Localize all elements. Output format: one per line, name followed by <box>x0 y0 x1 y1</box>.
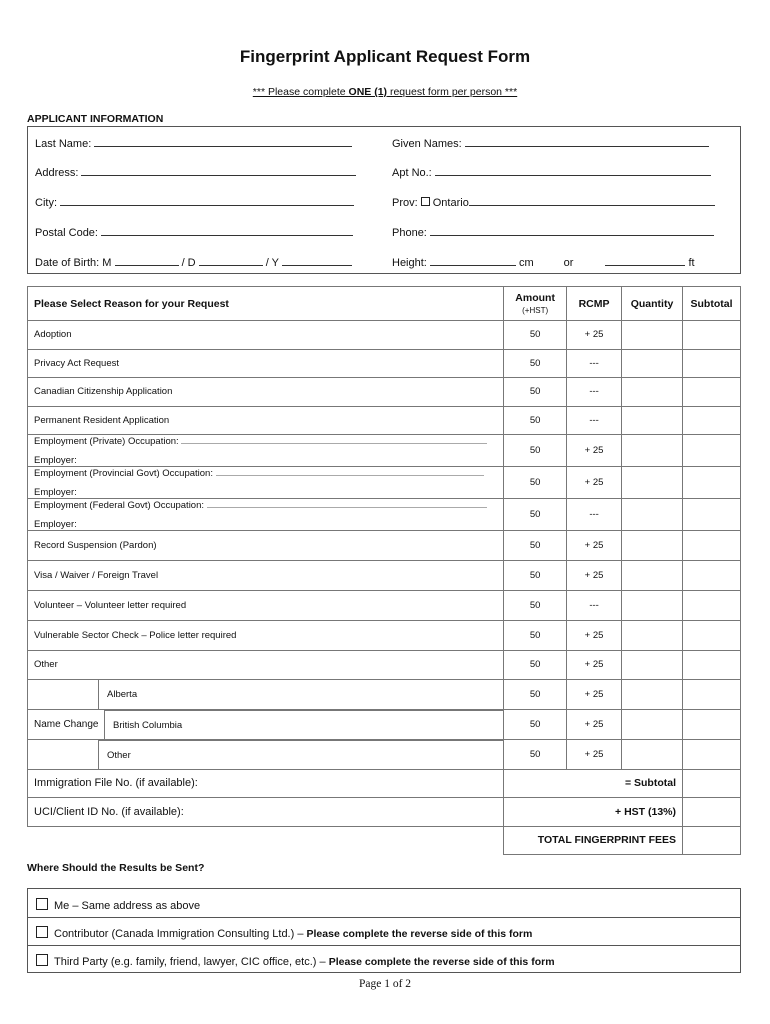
subtotal-cell[interactable] <box>683 321 741 350</box>
total-fees-label: TOTAL FINGERPRINT FEES <box>504 826 683 855</box>
quantity-cell[interactable] <box>622 349 683 378</box>
reason-label: Vulnerable Sector Check – Police letter required <box>28 621 504 651</box>
table-row <box>28 321 741 350</box>
results-box <box>27 888 741 973</box>
reason-label: Other <box>28 651 504 680</box>
amount-cell: 50 <box>504 531 567 561</box>
dob-field[interactable]: Date of Birth: M / D / Y <box>35 255 352 269</box>
amount-cell: 50 <box>504 621 567 651</box>
hst-total-cell[interactable] <box>683 798 741 827</box>
subtotal-cell[interactable] <box>683 406 741 435</box>
city-field[interactable]: City: <box>35 195 354 209</box>
quantity-cell[interactable] <box>622 406 683 435</box>
table-row <box>28 499 741 531</box>
table-row <box>28 467 741 499</box>
form-title: Fingerprint Applicant Request Form <box>239 47 531 66</box>
quantity-cell[interactable] <box>622 621 683 651</box>
immigration-file-field[interactable]: Immigration File No. (if available): <box>28 769 504 798</box>
rcmp-cell: + 25 <box>567 709 622 739</box>
quantity-cell[interactable] <box>622 651 683 680</box>
reason-label: Volunteer – Volunteer letter required <box>28 591 504 621</box>
subtotal-header: Subtotal <box>683 287 741 321</box>
contributor-checkbox[interactable] <box>36 926 48 938</box>
subtotal-cell[interactable] <box>683 651 741 680</box>
reason-table <box>27 286 741 855</box>
name-change-option[interactable]: Other <box>98 740 503 769</box>
subtotal-cell[interactable] <box>683 499 741 531</box>
reason-label: Record Suspension (Pardon) <box>28 531 504 561</box>
rcmp-cell: + 25 <box>567 467 622 499</box>
subtotal-cell[interactable] <box>683 591 741 621</box>
employment-provincial-cell[interactable]: Employment (Provincial Govt) Occupation: Employer: <box>28 467 504 499</box>
applicant-heading: APPLICANT INFORMATION <box>27 113 164 125</box>
amount-cell: 50 <box>504 499 567 531</box>
quantity-cell[interactable] <box>622 499 683 531</box>
table-row <box>28 739 741 769</box>
employment-private-cell[interactable]: Employment (Private) Occupation: Employer: <box>28 435 504 467</box>
uci-client-id-field[interactable]: UCI/Client ID No. (if available): <box>28 798 504 827</box>
rcmp-cell: --- <box>567 406 622 435</box>
reason-header: Please Select Reason for your Request <box>28 287 504 321</box>
table-row <box>28 406 741 435</box>
amount-cell: 50 <box>504 435 567 467</box>
third-party-checkbox[interactable] <box>36 954 48 966</box>
subtotal-cell[interactable] <box>683 378 741 407</box>
table-row <box>28 591 741 621</box>
amount-cell: 50 <box>504 679 567 709</box>
table-row <box>28 561 741 591</box>
subtotal-cell[interactable] <box>683 467 741 499</box>
amount-cell: 50 <box>504 406 567 435</box>
rcmp-cell: + 25 <box>567 621 622 651</box>
page-footer: Page 1 of 2 <box>358 978 412 990</box>
rcmp-cell: + 25 <box>567 739 622 769</box>
total-fees-cell[interactable] <box>683 826 741 855</box>
applicant-info-box <box>27 126 741 274</box>
rcmp-cell: --- <box>567 378 622 407</box>
subtotal-cell[interactable] <box>683 739 741 769</box>
quantity-header: Quantity <box>622 287 683 321</box>
summary-row <box>28 826 741 855</box>
quantity-cell[interactable] <box>622 739 683 769</box>
name-change-option[interactable]: Alberta <box>98 680 503 709</box>
subtotal-total-cell[interactable] <box>683 769 741 798</box>
apt-no-field[interactable]: Apt No.: <box>392 165 711 179</box>
table-row <box>28 378 741 407</box>
address-field[interactable]: Address: <box>35 165 356 179</box>
rcmp-cell: + 25 <box>567 651 622 680</box>
rcmp-cell: --- <box>567 591 622 621</box>
quantity-cell[interactable] <box>622 591 683 621</box>
name-change-cell <box>28 739 504 769</box>
amount-cell: 50 <box>504 591 567 621</box>
prov-field[interactable]: Prov: Ontario <box>392 195 715 209</box>
hst-label: + HST (13%) <box>504 798 683 827</box>
reason-label: Canadian Citizenship Application <box>28 378 504 407</box>
subtotal-label: = Subtotal <box>504 769 683 798</box>
table-row <box>28 651 741 680</box>
table-row <box>28 435 741 467</box>
table-row <box>28 349 741 378</box>
quantity-cell[interactable] <box>622 435 683 467</box>
subtotal-cell[interactable] <box>683 621 741 651</box>
amount-cell: 50 <box>504 561 567 591</box>
name-change-cell <box>28 679 504 709</box>
subtotal-cell[interactable] <box>683 679 741 709</box>
table-row <box>28 709 741 739</box>
me-checkbox[interactable] <box>36 898 48 910</box>
result-option-me[interactable]: Me – Same address as above <box>28 898 740 912</box>
subtotal-cell[interactable] <box>683 531 741 561</box>
reason-label: Privacy Act Request <box>28 349 504 378</box>
last-name-field[interactable]: Last Name: <box>35 136 352 150</box>
quantity-cell[interactable] <box>622 531 683 561</box>
rcmp-cell: + 25 <box>567 561 622 591</box>
table-row <box>28 621 741 651</box>
rcmp-cell: + 25 <box>567 679 622 709</box>
reason-label: Visa / Waiver / Foreign Travel <box>28 561 504 591</box>
given-names-field[interactable]: Given Names: <box>392 136 709 150</box>
quantity-cell[interactable] <box>622 709 683 739</box>
summary-row <box>28 769 741 798</box>
amount-cell: 50 <box>504 739 567 769</box>
subtotal-cell[interactable] <box>683 709 741 739</box>
name-change-cell <box>28 709 504 739</box>
rcmp-cell: --- <box>567 499 622 531</box>
rcmp-header: RCMP <box>567 287 622 321</box>
height-field[interactable]: Height: cm or ft <box>392 257 695 269</box>
subtotal-cell[interactable] <box>683 435 741 467</box>
table-row <box>28 531 741 561</box>
amount-cell: 50 <box>504 321 567 350</box>
quantity-cell[interactable] <box>622 378 683 407</box>
quantity-cell[interactable] <box>622 561 683 591</box>
amount-header: Amount (+HST) <box>504 287 567 321</box>
amount-cell: 50 <box>504 709 567 739</box>
postal-code-field[interactable]: Postal Code: <box>35 225 353 239</box>
quantity-cell[interactable] <box>622 467 683 499</box>
amount-cell: 50 <box>504 378 567 407</box>
name-change-option[interactable]: British Columbia <box>104 710 503 739</box>
employment-federal-cell[interactable]: Employment (Federal Govt) Occupation: Employer: <box>28 499 504 531</box>
quantity-cell[interactable] <box>622 679 683 709</box>
quantity-cell[interactable] <box>622 321 683 350</box>
rcmp-cell: --- <box>567 349 622 378</box>
name-change-label: Name Change <box>34 718 99 730</box>
amount-cell: 50 <box>504 349 567 378</box>
results-heading: Where Should the Results be Sent? <box>27 862 205 874</box>
reason-label: Adoption <box>28 321 504 350</box>
rcmp-cell: + 25 <box>567 435 622 467</box>
amount-cell: 50 <box>504 651 567 680</box>
result-option-contributor[interactable]: Contributor (Canada Immigration Consulting Ltd.) – Please complete the reverse side of this form <box>28 926 740 940</box>
rcmp-cell: + 25 <box>567 531 622 561</box>
reason-label: Permanent Resident Application <box>28 406 504 435</box>
table-row <box>28 679 741 709</box>
amount-cell: 50 <box>504 467 567 499</box>
result-option-third-party[interactable]: Third Party (e.g. family, friend, lawyer, CIC office, etc.) – Please complete the reverse side of this form <box>28 954 740 968</box>
summary-row <box>28 798 741 827</box>
subtotal-cell[interactable] <box>683 349 741 378</box>
rcmp-cell: + 25 <box>567 321 622 350</box>
form-subtitle: *** Please complete ONE (1) request form per person *** <box>252 86 518 98</box>
subtotal-cell[interactable] <box>683 561 741 591</box>
ontario-checkbox[interactable] <box>421 197 430 206</box>
phone-field[interactable]: Phone: <box>392 225 714 239</box>
